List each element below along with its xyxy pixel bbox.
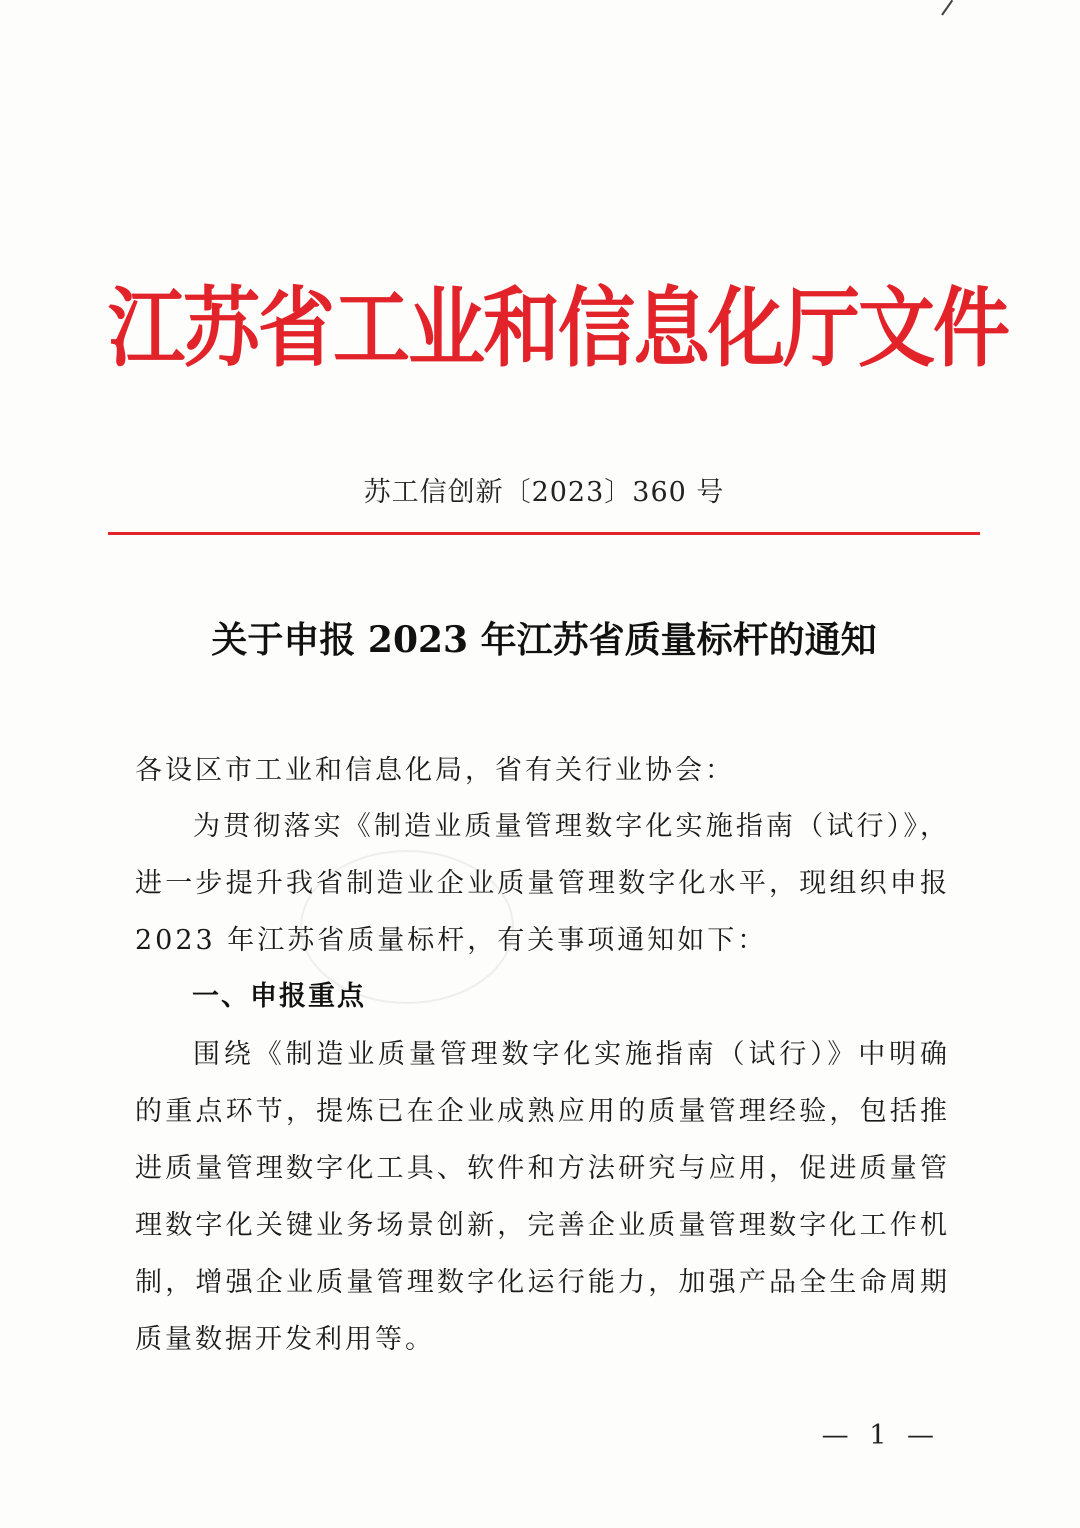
notice-title: 关于申报 2023 年江苏省质量标杆的通知 [211, 619, 877, 661]
pen-mark [941, 0, 953, 16]
red-divider [108, 532, 980, 535]
page-number: — 1 — [821, 1420, 940, 1451]
salutation: 各设区市工业和信息化局，省有关行业协会： [135, 755, 735, 786]
issuer-header: 江苏省工业和信息化厅文件 [108, 278, 1008, 380]
intro-paragraph: 为贯彻落实《制造业质量管理数字化实施指南（试行）》，进一步提升我省制造业企业质量管理数字化水平，现组织申报 2023 年江苏省质量标杆，有关事项通知如下： [135, 811, 950, 956]
document-number: 苏工信创新〔2023〕360 号 [363, 477, 725, 508]
section-heading: 一、申报重点 [192, 981, 366, 1012]
section-paragraph: 围绕《制造业质量管理数字化实施指南（试行）》中明确的重点环节，提炼已在企业成熟应用的质量管理经验，包括推进质量管理数字化工具、软件和方法研究与应用，促进质量管理数字化关键业务场景创新，完善企业质量管理数字化工作机制，增强企业质量管理数字化运行能力，加强产品全生命周期质量数据开发利用等。 [135, 1039, 950, 1355]
